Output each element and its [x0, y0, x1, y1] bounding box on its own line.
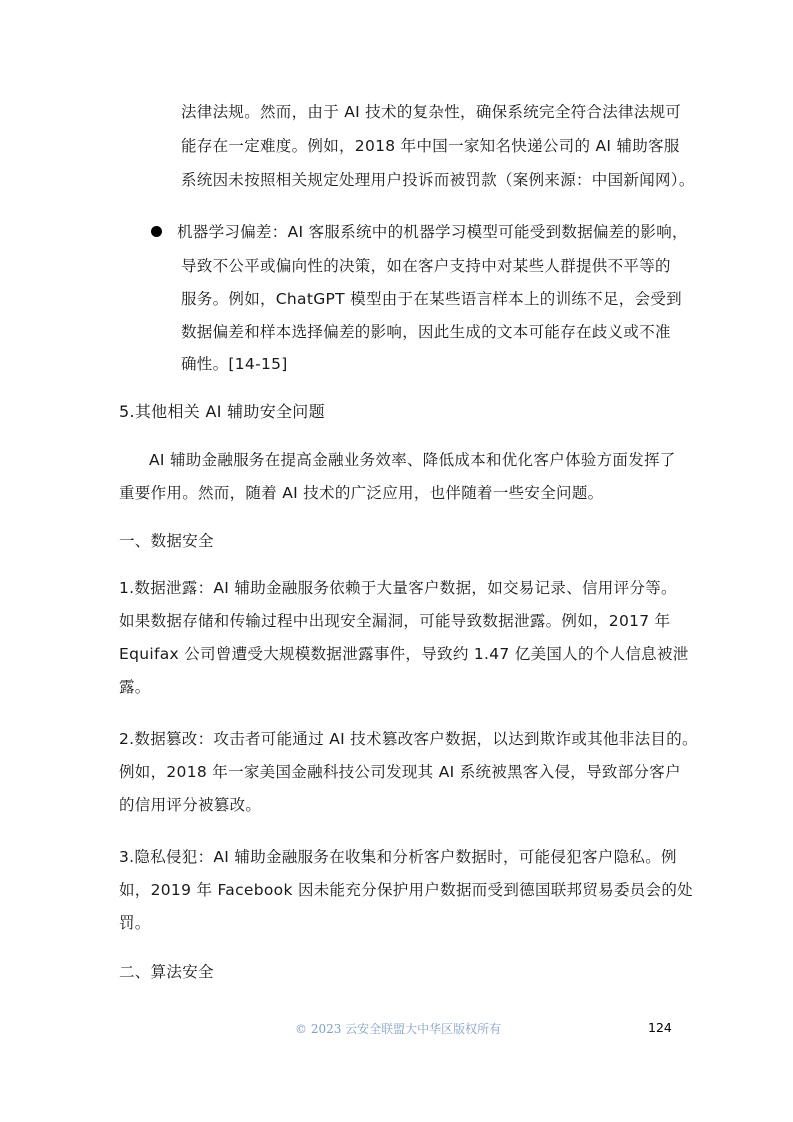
- section-5-heading: 5.其他相关 AI 辅助安全问题: [119, 402, 325, 421]
- item-2-line-1: 2.数据篡改：攻击者可能通过 AI 技术篡改客户数据，以达到欺诈或其他非法目的。: [119, 730, 698, 748]
- bullet-point-icon: [151, 226, 162, 237]
- ml-bias-line-5: 确性。[14-15]: [181, 355, 288, 373]
- item-1-line-2: 如果数据存储和传输过程中出现安全漏洞，可能导致数据泄露。例如，2017 年: [119, 612, 671, 630]
- law-paragraph-line-2: 能存在一定难度。例如，2018 年中国一家知名快递公司的 AI 辅助客服: [181, 137, 680, 155]
- ml-bias-line-4: 数据偏差和样本选择偏差的影响，因此生成的文本可能存在歧义或不准: [181, 323, 671, 341]
- item-1-line-3: Equifax 公司曾遭受大规模数据泄露事件，导致约 1.47 亿美国人的个人信息被泄: [119, 645, 689, 663]
- law-paragraph-line-3: 系统因未按照相关规定处理用户投诉而被罚款（案例来源：中国新闻网）。: [181, 171, 695, 189]
- ml-bias-line-1: 机器学习偏差：AI 客服系统中的机器学习模型可能受到数据偏差的影响，: [177, 223, 688, 241]
- item-2-line-3: 的信用评分被篡改。: [119, 796, 262, 814]
- data-security-heading: 一、数据安全: [119, 532, 214, 550]
- ml-bias-line-3: 服务。例如，ChatGPT 模型由于在某些语言样本上的训练不足，会受到: [181, 290, 682, 308]
- law-paragraph-line-1: 法律法规。然而，由于 AI 技术的复杂性，确保系统完全符合法律法规可: [181, 103, 682, 121]
- page-number: 124: [648, 1020, 672, 1035]
- footer-copyright: © 2023 云安全联盟大中华区版权所有: [295, 1022, 502, 1036]
- item-3-line-1: 3.隐私侵犯：AI 辅助金融服务在收集和分析客户数据时，可能侵犯客户隐私。例: [119, 848, 677, 866]
- ml-bias-line-2: 导致不公平或偏向性的决策，如在客户支持中对某些人群提供不平等的: [181, 257, 671, 275]
- algorithm-security-heading: 二、算法安全: [119, 963, 214, 981]
- item-1-line-1: 1.数据泄露：AI 辅助金融服务依赖于大量客户数据，如交易记录、信用评分等。: [119, 579, 677, 597]
- item-1-line-4: 露。: [119, 678, 151, 696]
- item-3-line-2: 如，2019 年 Facebook 因未能充分保护用户数据而受到德国联邦贸易委员会的处: [119, 881, 693, 899]
- item-3-line-3: 罚。: [119, 914, 151, 932]
- intro-line-2: 重要作用。然而，随着 AI 技术的广泛应用，也伴随着一些安全问题。: [119, 484, 604, 502]
- item-2-line-2: 例如，2018 年一家美国金融科技公司发现其 AI 系统被黑客入侵，导致部分客户: [119, 763, 681, 781]
- intro-line-1: AI 辅助金融服务在提高金融业务效率、降低成本和优化客户体验方面发挥了: [149, 451, 676, 469]
